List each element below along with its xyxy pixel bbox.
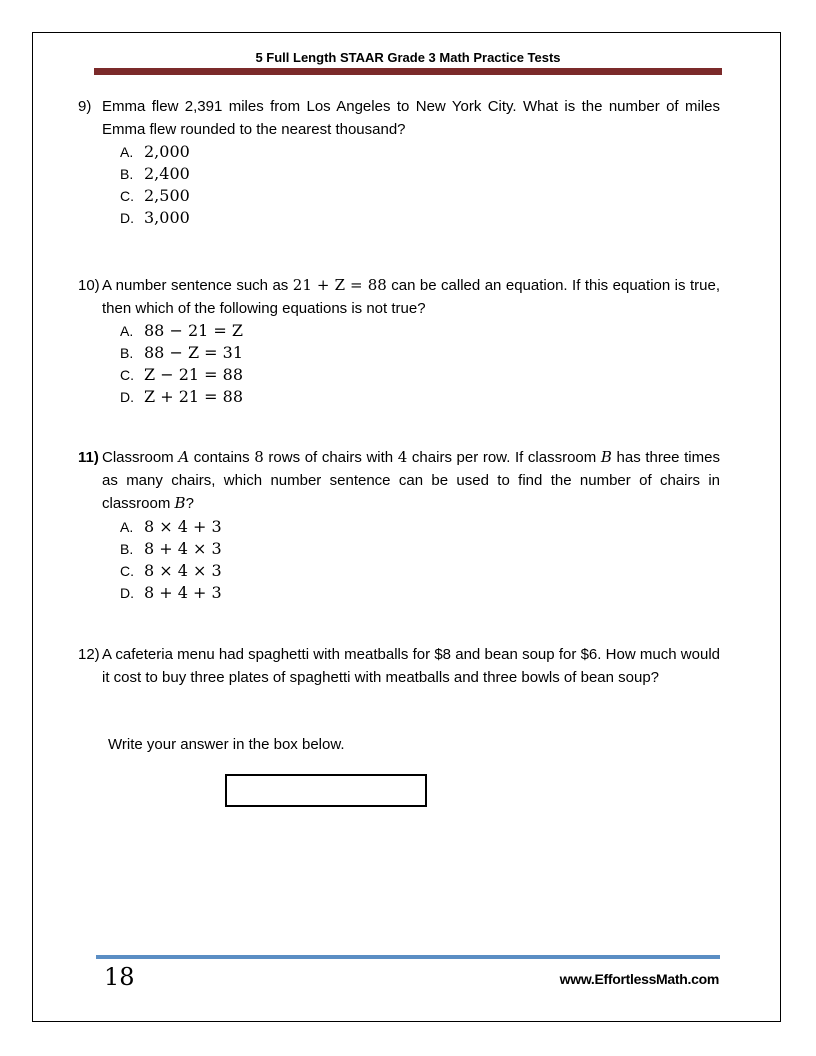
inline-equation: 21 + Z = 88	[292, 276, 387, 294]
choice-a[interactable]: A. 8 × 4 + 3	[120, 516, 222, 536]
question-stem: 11) Classroom A contains 8 rows of chairs with 4 chairs per row. If classroom B has three times as many chairs, which number sentence can be used to find the number of chairs in classroom B?	[78, 448, 720, 512]
header-divider	[94, 68, 722, 75]
question-stem: 10) A number sentence such as 21 + Z = 88 can be called an equation. If this equation is true, then which of the following equations is not true?	[78, 276, 720, 317]
website-link[interactable]: www.EffortlessMath.com	[559, 971, 719, 987]
question-number: 10)	[78, 277, 100, 294]
question-number: 12)	[78, 646, 100, 663]
question-10	[78, 274, 720, 408]
question-9	[78, 96, 720, 229]
page-number: 18	[104, 963, 135, 991]
choice-b[interactable]: B. 88 − Z = 31	[120, 343, 243, 362]
footer-divider	[96, 955, 720, 959]
choice-b[interactable]: B. 2,400	[120, 164, 190, 183]
choice-c[interactable]: C. 8 × 4 × 3	[120, 560, 222, 580]
question-stem	[78, 644, 720, 689]
choice-b[interactable]: B. 8 + 4 × 3	[120, 538, 222, 558]
choice-a[interactable]: A. 88 − 21 = Z	[120, 321, 243, 340]
choice-d[interactable]: D. 3,000	[120, 208, 190, 227]
answer-box[interactable]	[225, 774, 427, 807]
choices-list	[78, 141, 720, 229]
answer-instruction: Write your answer in the box below.	[108, 736, 345, 753]
question-number: 9)	[78, 98, 92, 115]
question-12	[78, 644, 720, 689]
choice-d[interactable]: D. Z + 21 = 88	[120, 387, 243, 406]
question-stem	[78, 96, 720, 141]
question-11	[78, 446, 720, 604]
choice-c[interactable]: C. 2,500	[120, 186, 190, 205]
header-title: 5 Full Length STAAR Grade 3 Math Practice Tests	[255, 50, 561, 65]
choices-list	[78, 320, 720, 408]
question-text: A cafeteria menu had spaghetti with meatballs for $8 and bean soup for $6. How much would it cost to buy three plates of spaghetti with meatballs and three bowls of bean soup?	[102, 646, 720, 686]
choice-d[interactable]: D. 8 + 4 + 3	[120, 582, 222, 602]
choice-c[interactable]: C. Z − 21 = 88	[120, 365, 243, 384]
question-text: Emma flew 2,391 miles from Los Angeles to New York City. What is the number of miles Emma flew rounded to the nearest thousand?	[102, 98, 720, 138]
choice-a[interactable]: A. 2,000	[120, 142, 190, 161]
choices-list	[78, 516, 720, 604]
question-number: 11)	[78, 449, 99, 466]
